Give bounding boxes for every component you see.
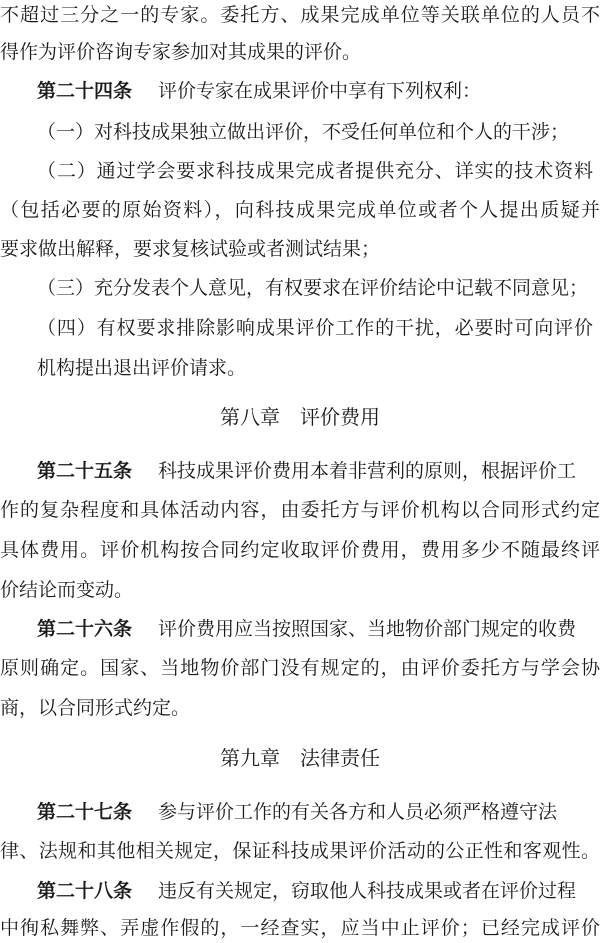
- text-line: 原则确定。国家、当地物价部门没有规定的，由评价委托方与学会协: [0, 657, 600, 679]
- text-line: （包括必要的原始资料），向科技成果完成单位或者个人提出质疑并: [0, 199, 600, 221]
- article-label: 第二十七条: [37, 801, 133, 823]
- article-text: 参与评价工作的有关各方和人员必须严格遵守法: [158, 801, 558, 823]
- text-line: 律、法规和其他相关规定，保证科技成果评价活动的公正性和客观性。: [0, 840, 600, 862]
- text-line: （一）对科技成果独立做出评价，不受任何单位和个人的干涉；: [37, 121, 570, 143]
- article-text: 评价专家在成果评价中享有下列权利：: [158, 80, 482, 102]
- text-line: 具体费用。评价机构按合同约定收取评价费用，费用多少不随最终评: [0, 539, 600, 561]
- article-24: [0, 76, 600, 106]
- article-27: [0, 797, 600, 827]
- article-label: 第二十六条: [37, 618, 133, 640]
- chapter-heading: 第八章 评价费用: [220, 405, 380, 429]
- article-label: 第二十五条: [37, 460, 133, 482]
- text-line: 中徇私舞弊、弄虚作假的，一经查实，应当中止评价；已经完成评价: [0, 917, 600, 939]
- text-line: 不超过三分之一的专家。委托方、成果完成单位等关联单位的人员不: [0, 4, 600, 26]
- text-line: 作的复杂程度和具体活动内容，由委托方与评价机构以合同形式约定: [0, 499, 600, 521]
- text-line: 价结论而变动。: [0, 579, 134, 601]
- text-line: （四）有权要求排除影响成果评价工作的干扰，必要时可向评价: [37, 317, 593, 339]
- text-line: （二）通过学会要求科技成果完成者提供充分、详实的技术资料: [37, 160, 593, 182]
- article-28: [0, 876, 600, 906]
- article-text: 评价费用应当按照国家、当地物价部门规定的收费: [158, 618, 577, 640]
- article-25: [0, 456, 600, 486]
- text-line: 得作为评价咨询专家参加对其成果的评价。: [0, 41, 362, 63]
- text-line: 要求做出解释，要求复核试验或者测试结果；: [0, 238, 381, 260]
- chapter-heading: 第九章 法律责任: [220, 746, 380, 770]
- article-label: 第二十八条: [37, 880, 133, 902]
- article-26: [0, 614, 600, 644]
- text-line: 机构提出退出评价请求。: [37, 357, 247, 379]
- text-line: （三）充分发表个人意见，有权要求在评价结论中记载不同意见；: [37, 277, 589, 299]
- article-text: 科技成果评价费用本着非营利的原则，根据评价工: [158, 460, 577, 482]
- text-line: 商，以合同形式约定。: [0, 697, 191, 719]
- article-label: 第二十四条: [37, 80, 133, 102]
- article-text: 违反有关规定，窃取他人科技成果或者在评价过程: [158, 880, 577, 902]
